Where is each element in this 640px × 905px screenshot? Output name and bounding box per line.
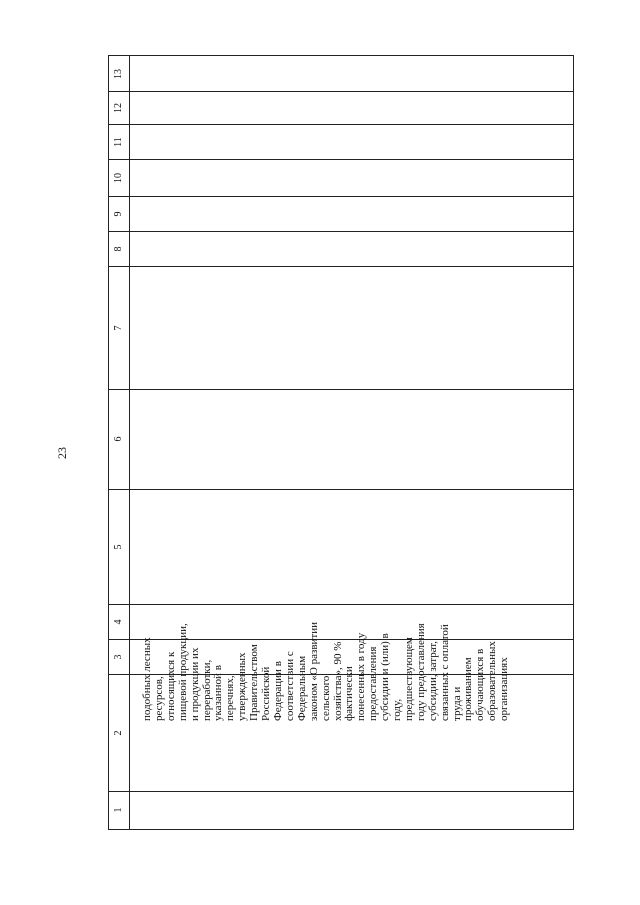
cell-line: предшествующем <box>402 637 415 721</box>
cell-line: ресурсов, <box>152 676 165 721</box>
cell-line: хозяйства», 90 % <box>331 641 344 721</box>
col-border-7-6 <box>109 389 573 390</box>
cell-line: понесенных в году <box>355 632 368 721</box>
cell-line: организациях <box>498 657 511 721</box>
cell-col2-lines <box>142 600 511 721</box>
cell-line: предоставления <box>367 646 380 721</box>
col-header-6: 6 <box>113 436 124 442</box>
col-border-6-5 <box>109 489 573 490</box>
cell-col2-text <box>142 600 511 721</box>
cell-line: субсидии и (или) в <box>379 633 392 721</box>
cell-line: проживанием <box>462 657 475 721</box>
col-header-13: 13 <box>113 69 124 79</box>
col-header-10: 10 <box>113 173 124 183</box>
cell-line: Федерации в <box>271 661 284 721</box>
col-border-10-9 <box>109 196 573 197</box>
col-header-11: 11 <box>113 137 124 147</box>
cell-line: образовательных <box>486 641 499 721</box>
cell-line: труда и <box>450 686 463 721</box>
cell-line: Правительством <box>248 644 261 721</box>
col-border-12-11 <box>109 124 573 125</box>
cell-line: году предоставления <box>414 623 427 721</box>
cell-line: Российской <box>260 666 273 721</box>
col-border-9-8 <box>109 231 573 232</box>
cell-line: перечнях, <box>224 675 237 721</box>
cell-line: фактически <box>343 666 356 721</box>
col-header-8: 8 <box>113 246 124 252</box>
col-header-7: 7 <box>113 325 124 331</box>
col-header-12: 12 <box>113 103 124 113</box>
cell-line: Федеральным <box>295 655 308 721</box>
col-border-11-10 <box>109 159 573 160</box>
col-header-3: 3 <box>113 654 124 660</box>
cell-line: и продукции их <box>188 647 201 721</box>
cell-line: законом «О развитии <box>307 622 320 721</box>
col-border-2-1 <box>109 791 573 792</box>
header-separator <box>129 56 130 829</box>
col-header-5: 5 <box>113 544 124 550</box>
cell-line: году, <box>391 698 404 721</box>
cell-line: соответствии с <box>283 651 296 721</box>
col-border-13-12 <box>109 91 573 92</box>
col-header-4: 4 <box>113 619 124 625</box>
col-header-9: 9 <box>113 211 124 217</box>
cell-line: сельского <box>319 675 332 721</box>
cell-line: утвержденных <box>236 652 249 721</box>
cell-line: указанной в <box>212 665 225 721</box>
cell-line: относящихся к <box>164 651 177 721</box>
cell-line: подобных лесных <box>141 637 153 721</box>
page-number: 23 <box>55 447 69 459</box>
cell-line: обучающихся в <box>474 648 487 721</box>
col-header-1: 1 <box>113 807 124 813</box>
cell-line: переработки, <box>200 659 213 721</box>
col-header-2: 2 <box>113 730 124 736</box>
cell-line: пищевой продукции, <box>176 623 189 721</box>
cell-line: связанных с оплатой <box>438 624 451 721</box>
cell-line: субсидии, затрат, <box>426 640 439 721</box>
col-border-8-7 <box>109 266 573 267</box>
